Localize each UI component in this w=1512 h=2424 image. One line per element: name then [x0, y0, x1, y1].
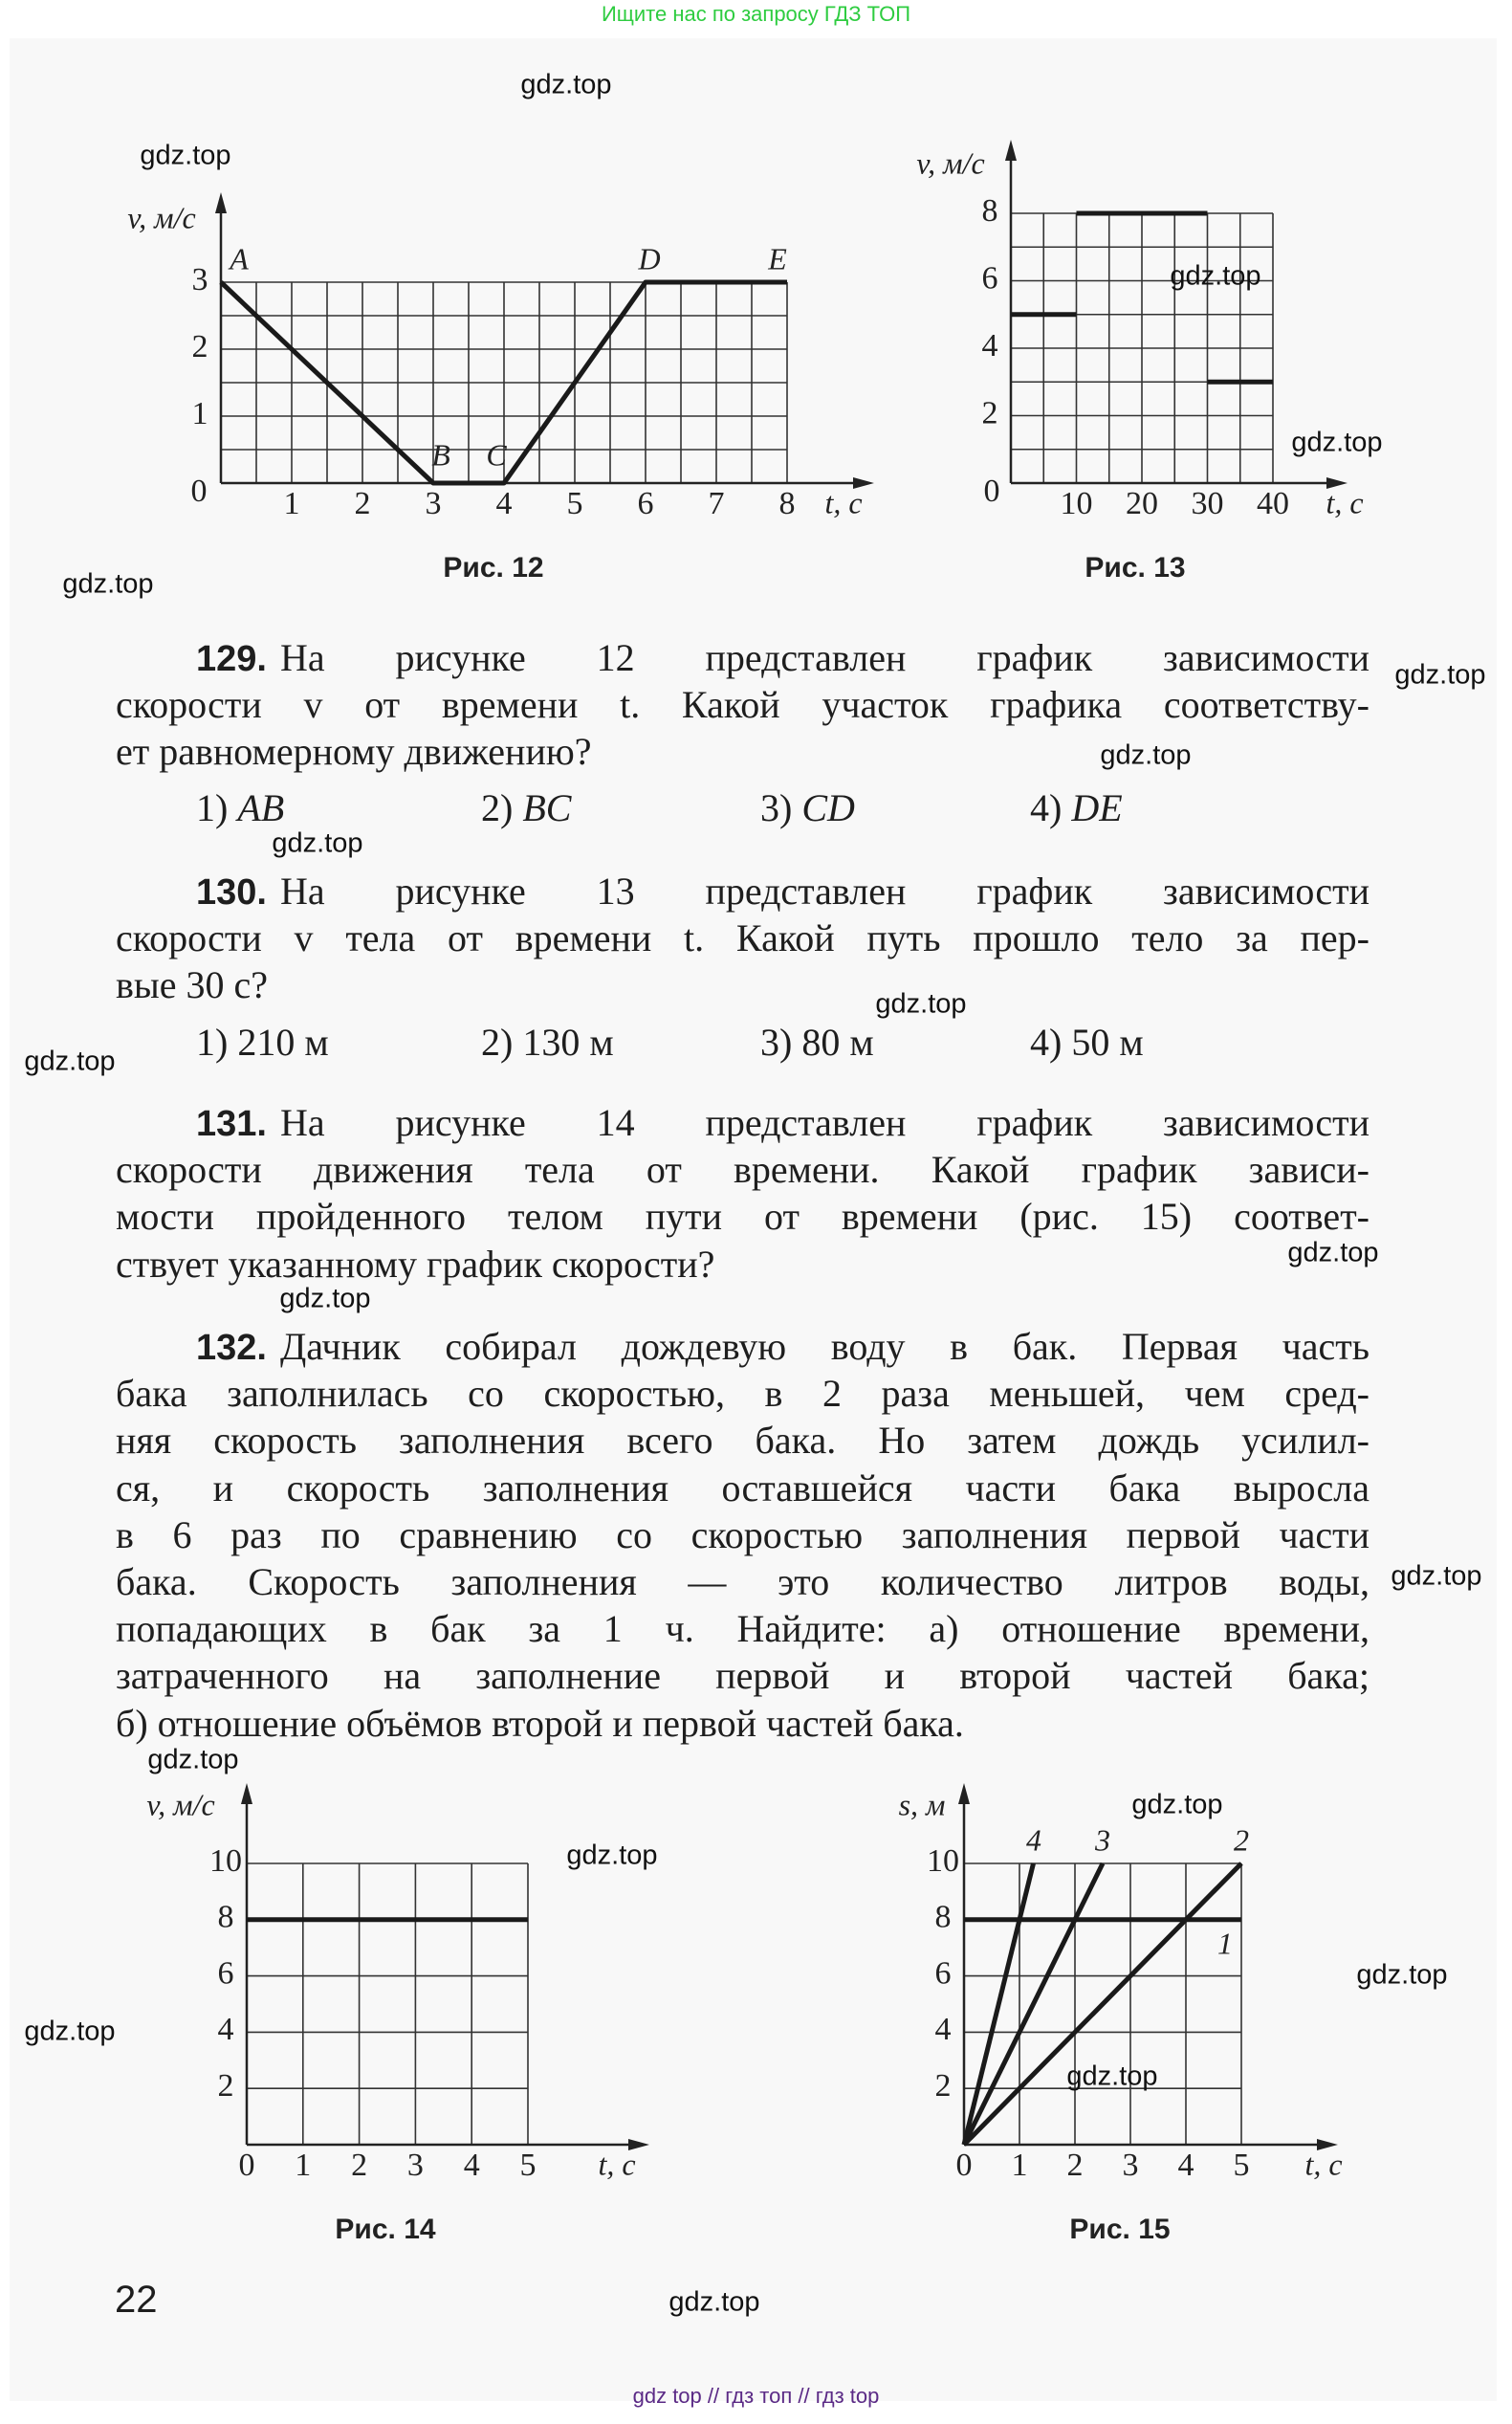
point-label: D	[638, 241, 661, 276]
problem-132-line	[116, 1465, 1370, 1511]
x-axis-label: t, с	[1304, 2147, 1343, 2182]
page-number: 22	[115, 2279, 158, 2321]
x-axis-label: t, с	[1326, 485, 1364, 520]
line-text: бака. Скорость заполнения — это количество литров воды,	[116, 1560, 1370, 1603]
watermark: gdz.top	[272, 827, 363, 859]
y-axis-label: v, м/с	[127, 200, 196, 235]
figure-caption: Рис. 15	[1069, 2214, 1171, 2245]
problem-132-line	[116, 1511, 1370, 1558]
watermark: gdz.top	[566, 1840, 658, 1871]
problem-number: 130.	[196, 872, 267, 913]
watermark: gdz.top	[1170, 260, 1261, 292]
watermark: gdz.top	[62, 568, 154, 600]
line-text: На рисунке 14 представлен график зависимости	[279, 1101, 1370, 1144]
answer-option: 3) 80 м	[760, 1021, 874, 1064]
x-tick-label: 2	[351, 2147, 368, 2183]
y-tick-label: 10	[209, 1842, 242, 1879]
problem-129-line	[196, 634, 1370, 681]
series-label: 1	[1217, 1926, 1233, 1961]
line-text: Дачник собирал дождевую воду в бак. Первая часть	[279, 1325, 1370, 1368]
bottom-banner[interactable]: gdz top // гдз топ // гдз top	[632, 2384, 880, 2408]
x-tick-label: 6	[637, 485, 654, 521]
y-tick-label: 6	[981, 260, 998, 297]
point-label: B	[431, 437, 450, 473]
point-label: E	[768, 241, 787, 276]
y-tick-label: 2	[217, 2067, 234, 2104]
watermark: gdz.top	[140, 140, 231, 171]
problem-132-line	[116, 1700, 1370, 1747]
line-text: б) отношение объёмов второй и первой частей бака.	[116, 1701, 964, 1745]
y-tick-label: 2	[191, 328, 208, 364]
line-text: няя скорость заполнения всего бака. Но затем дождь усилил-	[116, 1419, 1370, 1463]
line-text: мости пройденного телом пути от времени (рис. 15) соответ-	[116, 1195, 1370, 1239]
problem-131-line	[116, 1146, 1370, 1193]
x-tick-label: 1	[295, 2147, 312, 2183]
problem-number: 131.	[196, 1104, 267, 1144]
figure-caption: Рис. 14	[335, 2214, 436, 2245]
x-tick-label: 0	[955, 2147, 973, 2183]
line-text: вые 30 с?	[116, 963, 269, 1007]
x-tick-label: 7	[708, 485, 725, 521]
line-text: скорости движения тела от времени. Какой график зависи-	[116, 1148, 1370, 1192]
watermark: gdz.top	[1394, 659, 1486, 691]
y-tick-label: 2	[934, 2067, 952, 2104]
series-line-4	[964, 1863, 1034, 2145]
origin-label: 0	[190, 473, 208, 509]
problem-130-line	[116, 915, 1370, 961]
y-tick-label: 8	[934, 1899, 952, 1935]
y-axis-arrow-icon	[1005, 140, 1017, 161]
problem-132-line	[196, 1323, 1370, 1370]
watermark: gdz.top	[1391, 1560, 1482, 1592]
x-tick-label: 20	[1126, 485, 1158, 521]
line-text: скорости v тела от времени t. Какой путь прошло тело за пер-	[116, 916, 1370, 960]
x-tick-label: 40	[1257, 485, 1289, 521]
problem-131-line	[116, 1241, 1370, 1288]
x-tick-label: 30	[1191, 485, 1224, 521]
y-axis-label: v, м/с	[916, 145, 985, 181]
x-tick-label: 1	[1011, 2147, 1028, 2183]
x-tick-label: 4	[463, 2147, 480, 2183]
watermark: gdz.top	[1100, 739, 1192, 771]
line-text: затраченного на заполнение первой и второй частей бака;	[116, 1654, 1370, 1698]
series-label: 3	[1095, 1822, 1110, 1858]
watermark: gdz.top	[1287, 1237, 1379, 1268]
y-tick-label: 2	[981, 395, 998, 431]
watermark: gdz.top	[147, 1744, 239, 1775]
line-text: скорости v от времени t. Какой участок графика соответству-	[116, 683, 1370, 727]
line-text: попадающих в бак за 1 ч. Найдите: а) отношение времени,	[116, 1607, 1370, 1651]
x-tick-label: 5	[1233, 2147, 1250, 2183]
x-axis-label: t, с	[598, 2147, 636, 2182]
x-tick-label: 5	[566, 485, 583, 521]
y-axis-arrow-icon	[958, 1783, 970, 1804]
answer-option: 1) AB	[196, 786, 285, 829]
y-tick-label: 10	[927, 1842, 959, 1879]
watermark: gdz.top	[1066, 2060, 1158, 2092]
watermark: gdz.top	[1131, 1789, 1223, 1820]
x-tick-label: 4	[495, 485, 513, 521]
y-tick-label: 4	[217, 2012, 234, 2048]
problem-131-line	[116, 1193, 1370, 1240]
answer-option: 2) 130 м	[481, 1021, 614, 1064]
problem-131-line	[196, 1099, 1370, 1146]
x-tick-label: 8	[778, 485, 796, 521]
line-text: в 6 раз по сравнению со скоростью заполнения первой части	[116, 1512, 1370, 1556]
watermark: gdz.top	[279, 1283, 371, 1314]
x-tick-label: 2	[1066, 2147, 1084, 2183]
answer-option: 1) 210 м	[196, 1021, 329, 1064]
y-axis-arrow-icon	[241, 1783, 252, 1804]
problem-132-line	[116, 1417, 1370, 1464]
x-tick-label: 2	[354, 485, 371, 521]
x-tick-label: 3	[425, 485, 442, 521]
watermark: gdz.top	[24, 2016, 116, 2047]
y-axis-label: v, м/с	[146, 1787, 215, 1822]
y-tick-label: 8	[217, 1899, 234, 1935]
line-text: ся, и скорость заполнения оставшейся части бака выросла	[116, 1465, 1370, 1509]
problem-132-line	[116, 1652, 1370, 1699]
top-banner[interactable]: Ищите нас по запросу ГДЗ ТОП	[601, 2, 911, 26]
watermark: gdz.top	[875, 988, 967, 1020]
y-tick-label: 6	[217, 1955, 234, 1992]
line-text: ет равномерному движению?	[116, 730, 592, 774]
answer-option: 3) CD	[760, 786, 855, 829]
y-tick-label: 1	[191, 395, 208, 431]
series-label: 4	[1026, 1822, 1041, 1858]
y-tick-label: 4	[981, 327, 998, 364]
problem-129-line	[116, 681, 1370, 728]
y-tick-label: 3	[191, 261, 208, 297]
line-text: ствует указанному график скорости?	[116, 1242, 715, 1286]
answer-option: 4) 50 м	[1030, 1021, 1144, 1064]
figure-caption: Рис. 12	[443, 552, 544, 584]
line-text: бака заполнилась со скоростью, в 2 раза меньшей, чем сред-	[116, 1372, 1370, 1416]
problem-132-line	[116, 1370, 1370, 1417]
watermark: gdz.top	[520, 69, 612, 100]
answer-option: 4) DE	[1030, 786, 1123, 829]
x-tick-label: 10	[1060, 485, 1093, 521]
answer-option: 2) BC	[481, 786, 572, 829]
problem-132-line	[116, 1605, 1370, 1652]
series-label: 2	[1234, 1822, 1249, 1858]
problem-132-line	[116, 1558, 1370, 1605]
problem-number: 132.	[196, 1328, 267, 1368]
problem-130-line	[116, 961, 1370, 1008]
x-tick-label: 4	[1177, 2147, 1194, 2183]
watermark: gdz.top	[1291, 427, 1383, 458]
line-text: На рисунке 12 представлен график зависимости	[279, 636, 1370, 679]
x-tick-label: 5	[519, 2147, 537, 2183]
x-axis-label: t, с	[824, 485, 863, 520]
x-tick-label: 0	[238, 2147, 255, 2183]
series-line-3	[964, 1863, 1103, 2145]
problem-number: 129.	[196, 639, 267, 679]
point-label: C	[486, 437, 507, 473]
x-tick-label: 1	[283, 485, 300, 521]
y-axis-arrow-icon	[215, 192, 227, 213]
series-line-2	[964, 1863, 1241, 2145]
y-tick-label: 4	[934, 2012, 952, 2048]
y-tick-label: 6	[934, 1955, 952, 1992]
watermark: gdz.top	[1356, 1959, 1448, 1991]
figure-caption: Рис. 13	[1085, 552, 1186, 584]
y-tick-label: 8	[981, 192, 998, 229]
x-tick-label: 3	[406, 2147, 424, 2183]
line-text: На рисунке 13 представлен график зависимости	[279, 870, 1370, 913]
watermark: gdz.top	[24, 1046, 116, 1077]
y-axis-label: s, м	[898, 1787, 946, 1822]
problem-130-line	[196, 868, 1370, 915]
x-tick-label: 3	[1122, 2147, 1139, 2183]
point-label: A	[230, 241, 249, 276]
watermark: gdz.top	[668, 2286, 760, 2318]
origin-label: 0	[983, 473, 1000, 509]
